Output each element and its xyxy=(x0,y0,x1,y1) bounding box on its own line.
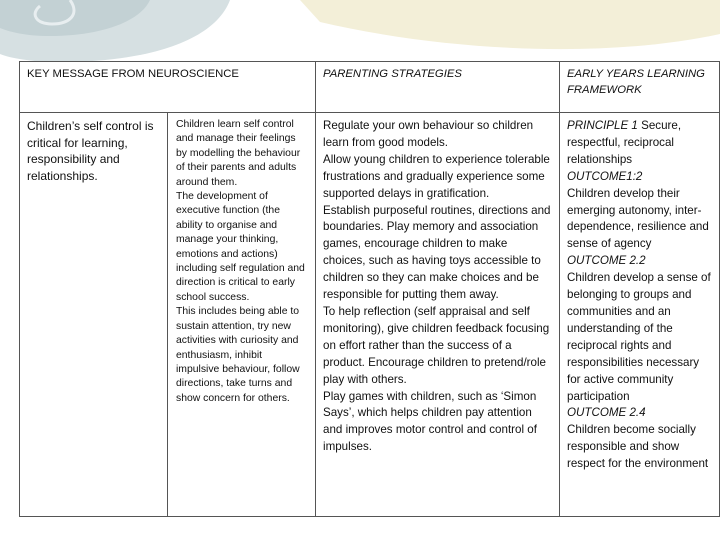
detail-line: The development of executive function (the ability to organise and manage your thinking, emotions and actions) including self regulation and direction is critical to early school success. xyxy=(176,191,305,303)
outcome-label: OUTCOME 2.2 xyxy=(567,254,646,268)
principle-1-label: PRINCIPLE 1 xyxy=(567,119,638,132)
outcome-text: Children develop their emerging autonomy, inter-dependence, resilience and sense of agency xyxy=(567,186,709,251)
strategy-line: Regulate your own behaviour so children learn from good models. xyxy=(323,119,534,149)
strategy-line: To help reflection (self appraisal and self monitoring), give children feedback focusing on effort rather than the success of a product. Encourage children to pretend/role play with others. xyxy=(323,304,550,386)
strategy-line: Establish purposeful routines, directions and boundaries. Play memory and association games, encourage children to make choices, such as having toys accessible to children so they can make choices and be responsible for putting them away. xyxy=(323,203,551,302)
framework-cell xyxy=(560,113,720,517)
content-row xyxy=(20,113,720,517)
cream-wave xyxy=(300,0,720,49)
strategies-cell xyxy=(316,113,560,517)
key-message-text: Children’s self control is critical for learning, responsibility and relationships. xyxy=(27,119,154,183)
key-message-cell xyxy=(20,113,168,517)
principle-1-text: Secure, respectful, reciprocal relationships xyxy=(567,119,682,166)
outcome-label: OUTCOME 2.4 xyxy=(567,406,646,420)
detail-line: This includes being able to sustain attention, try new activities with curiosity and enthusiasm, inhibit impulsive behaviour, follow directions, take turns and show concern for others. xyxy=(176,306,300,404)
header-decoration xyxy=(0,0,720,70)
header-neuroscience: KEY MESSAGE FROM NEUROSCIENCE xyxy=(20,62,316,113)
header-row xyxy=(20,62,720,113)
outcome-label: OUTCOME1:2 xyxy=(567,169,643,183)
detail-line: Children learn self control and manage their feelings by modelling the behaviour of their parents and adults around them. xyxy=(176,119,301,188)
strategy-line: Play games with children, such as ‘Simon Says’, which helps children pay attention and improves motor control and control of impulses. xyxy=(323,389,537,454)
principle-1 xyxy=(567,118,712,169)
header-eylf: EARLY YEARS LEARNING FRAMEWORK xyxy=(560,62,720,113)
strategy-line: Allow young children to experience tolerable frustrations and gradually experience some supported delays in gratification. xyxy=(323,152,550,200)
outcome-text: Children develop a sense of belonging to groups and communities and an understanding of the reciprocal rights and responsibilities necessary for active community participation xyxy=(567,271,711,403)
neuroscience-table xyxy=(19,61,720,517)
header-parenting-strategies: PARENTING STRATEGIES xyxy=(316,62,560,113)
detail-cell xyxy=(168,113,316,517)
outcome-text: Children become socially responsible and show respect for the environment xyxy=(567,423,709,471)
